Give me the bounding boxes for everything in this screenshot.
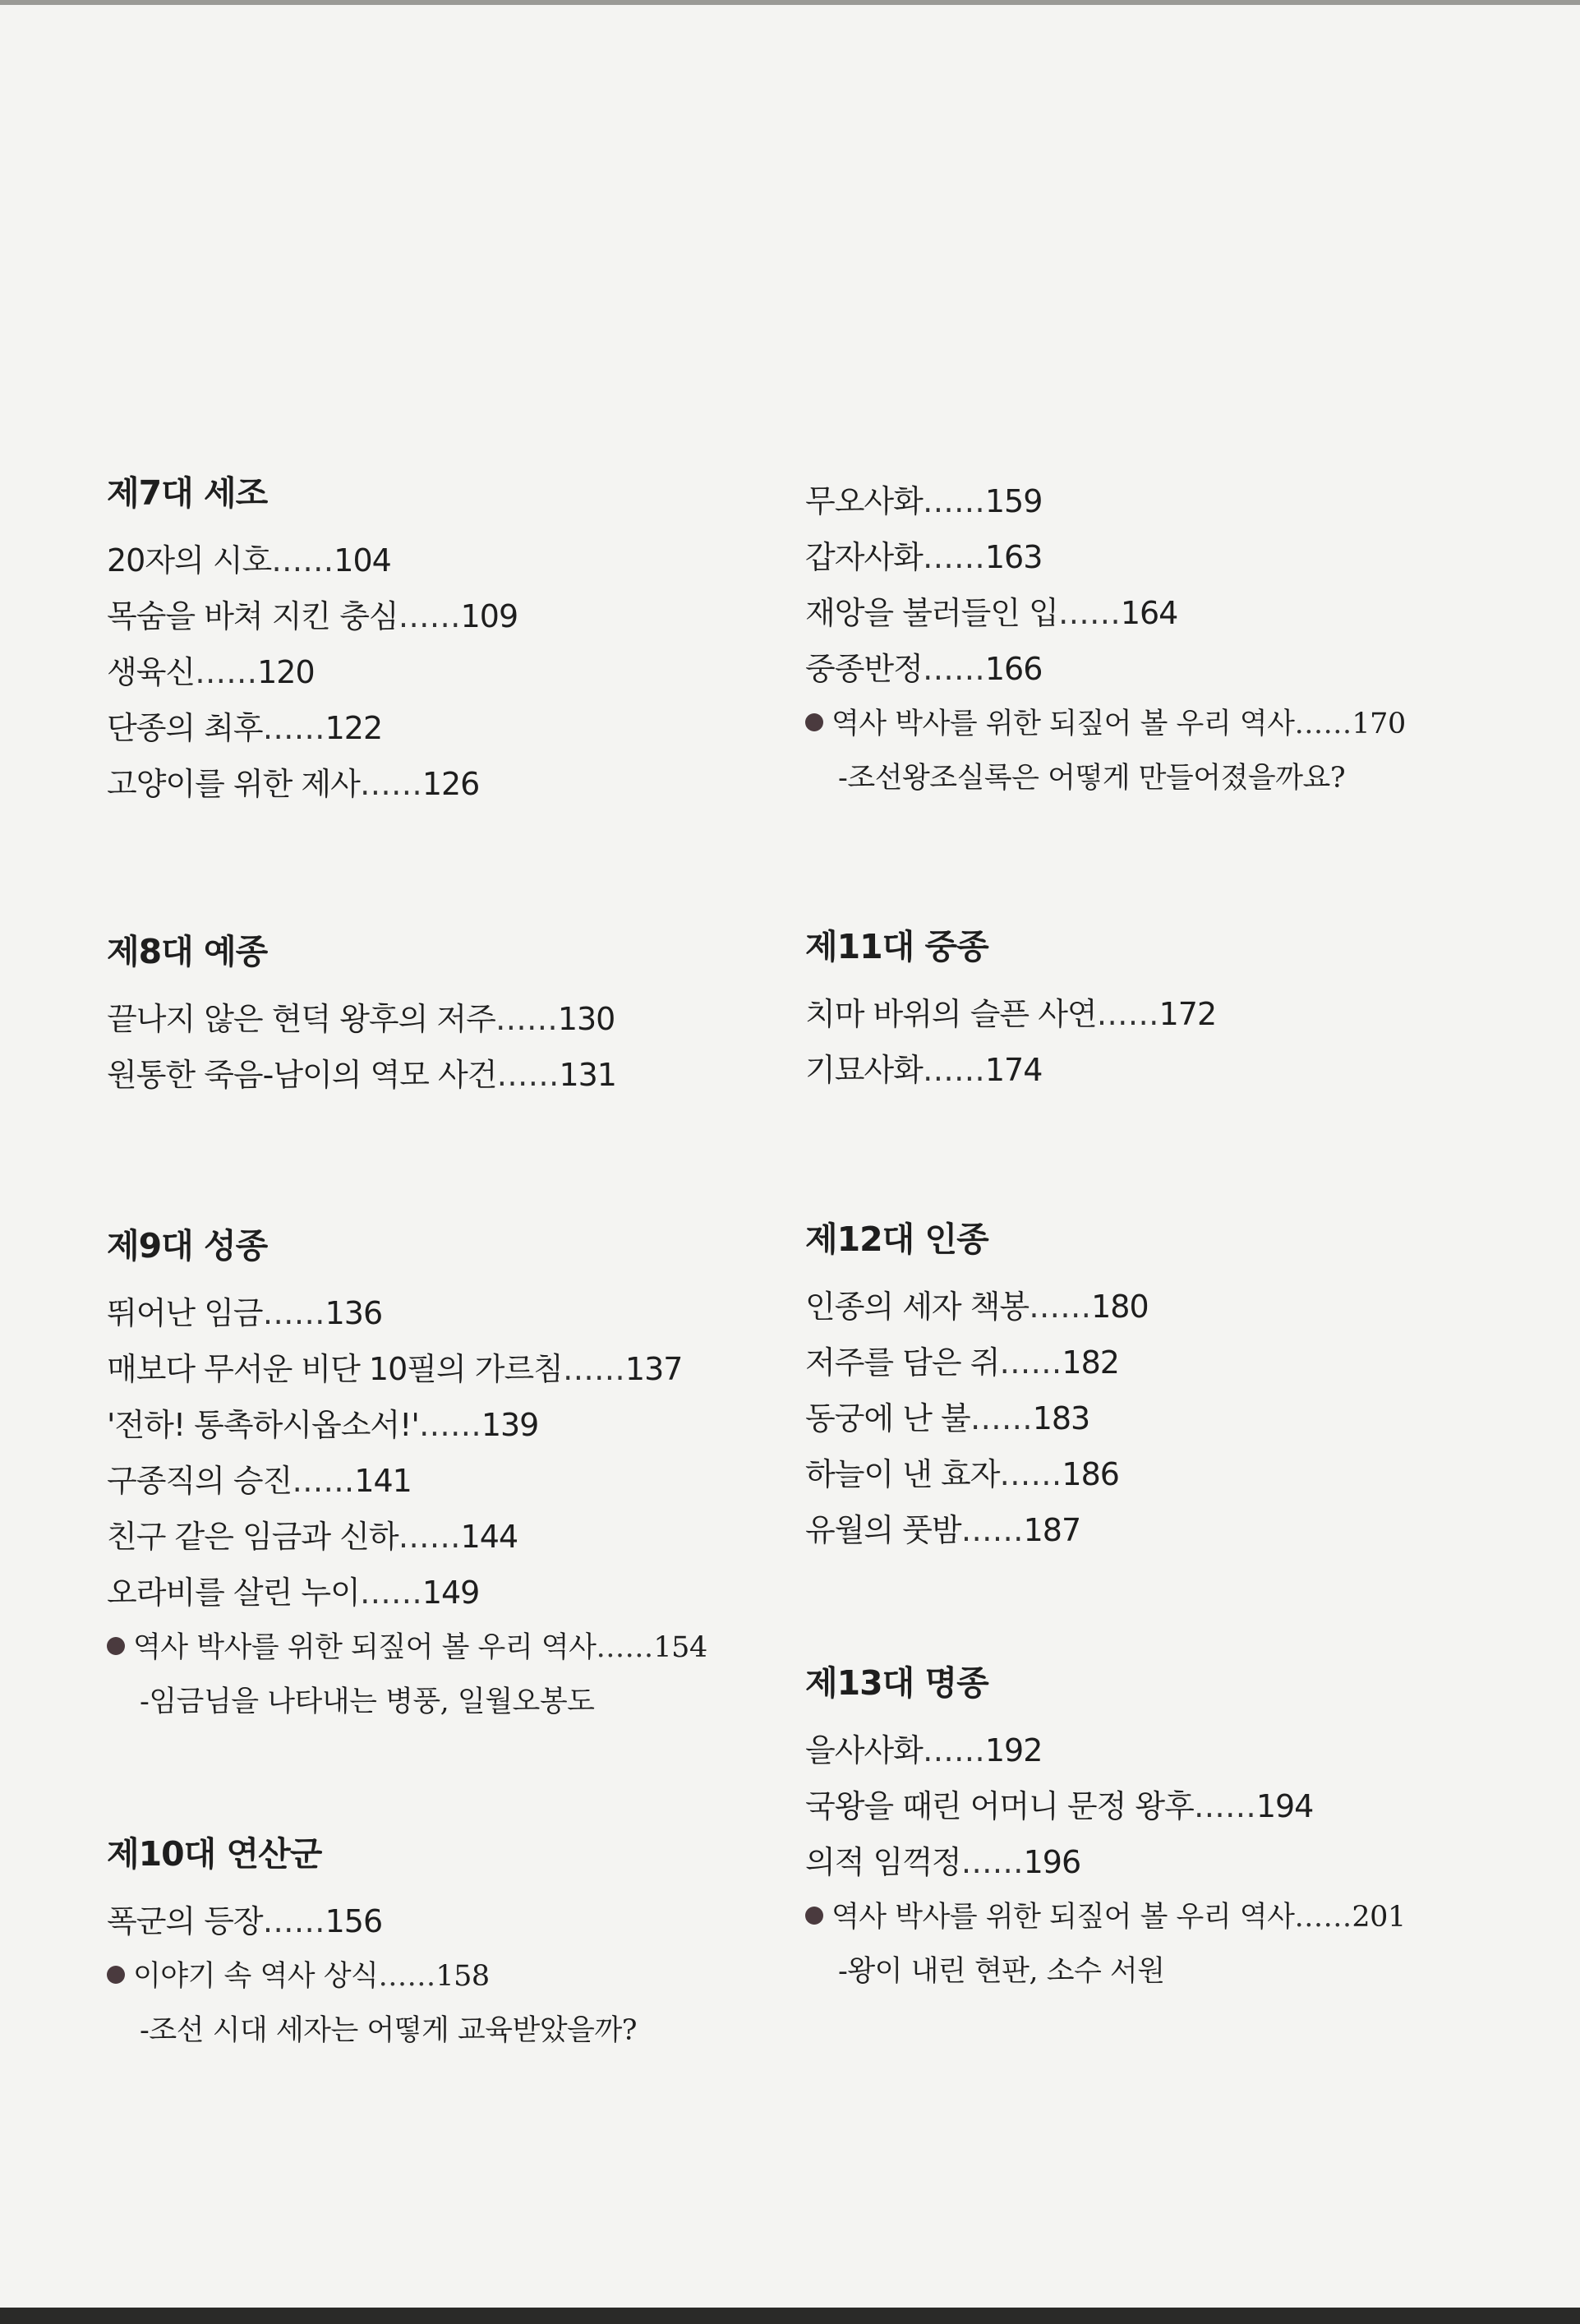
toc-section-injong (805, 1221, 1479, 1558)
section-title: 제11대 중종 (805, 927, 988, 966)
entry-page: 120 (257, 654, 315, 690)
bullet-dot-icon (805, 1907, 823, 1925)
toc-left-column (107, 475, 781, 2150)
dot-leader: …… (1294, 708, 1352, 740)
feature-title: 이야기 속 역사 상식 (133, 1960, 379, 1993)
entry-page: 183 (1032, 1400, 1090, 1436)
entry-title: 저주를 담은 쥐 (805, 1344, 1000, 1381)
entry-page: 136 (325, 1295, 383, 1331)
dot-leader: …… (960, 1512, 1024, 1548)
entry-page: 104 (334, 542, 391, 579)
toc-entry (805, 1279, 1479, 1335)
entry-page: 130 (557, 1001, 615, 1037)
toc-entry (107, 1047, 781, 1103)
entry-title: 기묘사화 (805, 1052, 923, 1088)
entry-page: 131 (559, 1057, 616, 1093)
toc-entry (805, 1834, 1479, 1890)
toc-entry (107, 533, 781, 588)
toc-entry (107, 588, 781, 644)
dot-leader: …… (262, 1903, 325, 1939)
toc-entry (805, 1446, 1479, 1502)
toc-entry (805, 1722, 1479, 1778)
entry-page: 137 (624, 1351, 683, 1387)
toc-entry (107, 756, 781, 812)
entry-page: 180 (1091, 1289, 1149, 1325)
dot-leader: …… (398, 1519, 461, 1555)
feature-subtitle: -왕이 내린 현판, 소수 서원 (838, 1955, 1165, 1988)
dot-leader: …… (292, 1463, 355, 1499)
dot-leader: …… (1057, 595, 1121, 631)
dot-leader: …… (378, 1960, 436, 1993)
entry-page: 149 (421, 1575, 480, 1611)
toc-entry (107, 1285, 781, 1341)
dot-leader: …… (1029, 1289, 1092, 1325)
entry-title: 매보다 무서운 비단 10필의 가르침 (107, 1351, 563, 1387)
entry-page: 164 (1120, 595, 1178, 631)
entry-title: 동궁에 난 불 (805, 1400, 970, 1436)
toc-entry (805, 1778, 1479, 1834)
entry-title: 국왕을 때린 어머니 문정 왕후 (805, 1788, 1194, 1824)
toc-entry (805, 1335, 1479, 1390)
toc-entry (107, 700, 781, 756)
toc-entry (107, 644, 781, 700)
dot-leader: …… (1294, 1901, 1352, 1934)
entry-title: 단종의 최후 (107, 710, 263, 746)
section-title: 제9대 성종 (107, 1226, 268, 1266)
toc-right-column (805, 475, 1479, 2091)
dot-leader: …… (922, 651, 985, 687)
feature-page: 158 (435, 1960, 490, 1993)
toc-section-yeonsangun (107, 1836, 781, 2058)
dot-leader: …… (999, 1344, 1062, 1381)
toc-entry (805, 1042, 1479, 1098)
dot-leader: …… (970, 1400, 1033, 1436)
entry-title: 인종의 세자 책봉 (805, 1289, 1030, 1325)
entry-page: 172 (1159, 996, 1217, 1032)
entry-page: 156 (325, 1903, 383, 1939)
entry-title: 뛰어난 임금 (107, 1295, 263, 1331)
dot-leader: …… (195, 654, 258, 690)
toc-entry (107, 1453, 781, 1509)
section-title: 제8대 예종 (107, 932, 268, 971)
toc-entry (805, 473, 1479, 529)
feature-entry (107, 1949, 781, 2004)
entry-page: 182 (1062, 1344, 1119, 1381)
toc-section-yeonsangun-cont (805, 473, 1479, 805)
bullet-dot-icon (107, 1966, 125, 1984)
dot-leader: …… (922, 1732, 985, 1768)
feature-title: 역사 박사를 위한 되짚어 볼 우리 역사 (831, 1901, 1295, 1934)
feature-title: 역사 박사를 위한 되짚어 볼 우리 역사 (831, 708, 1295, 740)
entry-page: 139 (481, 1407, 539, 1443)
entry-page: 144 (460, 1519, 518, 1555)
dot-leader: …… (960, 1844, 1024, 1880)
toc-entry (805, 585, 1479, 641)
entry-title: 을사사화 (805, 1732, 923, 1768)
dot-leader: …… (271, 542, 334, 579)
dot-leader: …… (596, 1631, 654, 1664)
dot-leader: …… (262, 710, 325, 746)
toc-entry (107, 1893, 781, 1949)
entry-title: 20자의 시호 (107, 542, 272, 579)
section-title: 제7대 세조 (107, 473, 268, 513)
dot-leader: …… (359, 766, 422, 802)
toc-section-jungjong (805, 929, 1479, 1098)
entry-title: '전하! 통촉하시옵소서!' (107, 1407, 419, 1443)
entry-title: 재앙을 불러들인 입 (805, 595, 1058, 631)
dot-leader: …… (922, 1052, 985, 1088)
bullet-dot-icon (805, 713, 823, 731)
entry-title: 친구 같은 임금과 신하 (107, 1519, 398, 1555)
entry-page: 166 (984, 651, 1043, 687)
toc-entry (107, 1509, 781, 1565)
dot-leader: …… (922, 539, 985, 575)
entry-title: 폭군의 등장 (107, 1903, 263, 1939)
entry-page: 163 (984, 539, 1043, 575)
dot-leader: …… (495, 1001, 558, 1037)
entry-page: 196 (1023, 1844, 1081, 1880)
dot-leader: …… (999, 1456, 1062, 1492)
entry-title: 유월의 풋밤 (805, 1512, 961, 1548)
entry-title: 치마 바위의 슬픈 사연 (805, 996, 1097, 1032)
toc-entry (107, 991, 781, 1047)
toc-entry (805, 986, 1479, 1042)
toc-entry (805, 1502, 1479, 1558)
toc-entry (107, 1341, 781, 1397)
entry-page: 194 (1255, 1788, 1314, 1824)
toc-entry (107, 1565, 781, 1621)
page-bottom-edge (0, 2308, 1580, 2324)
entry-title: 무오사화 (805, 483, 923, 519)
page-top-edge (0, 0, 1580, 5)
toc-section-seongjong (107, 1228, 781, 1729)
entry-title: 갑자사화 (805, 539, 923, 575)
toc-entry (805, 529, 1479, 585)
entry-title: 끝나지 않은 현덕 왕후의 저주 (107, 1001, 495, 1037)
dot-leader: …… (922, 483, 985, 519)
toc-entry (107, 1397, 781, 1453)
entry-page: 109 (460, 598, 518, 634)
entry-title: 고양이를 위한 제사 (107, 766, 360, 802)
feature-page: 154 (653, 1631, 707, 1664)
section-title: 제13대 명종 (805, 1663, 988, 1703)
entry-page: 192 (984, 1732, 1043, 1768)
dot-leader: …… (1193, 1788, 1256, 1824)
dot-leader: …… (262, 1295, 325, 1331)
dot-leader: …… (359, 1575, 422, 1611)
feature-subtitle: -조선왕조실록은 어떻게 만들어졌을까요? (838, 762, 1346, 795)
dot-leader: …… (418, 1407, 481, 1443)
feature-entry (805, 697, 1479, 751)
entry-page: 187 (1023, 1512, 1081, 1548)
entry-title: 하늘이 낸 효자 (805, 1456, 1000, 1492)
feature-title: 역사 박사를 위한 되짚어 볼 우리 역사 (133, 1631, 597, 1664)
feature-subtitle: -조선 시대 세자는 어떻게 교육받았을까? (140, 2014, 638, 2047)
feature-page: 170 (1352, 708, 1406, 740)
entry-title: 목숨을 바쳐 지킨 충심 (107, 598, 398, 634)
entry-page: 122 (325, 710, 383, 746)
feature-entry (107, 1621, 781, 1675)
entry-title: 중종반정 (805, 651, 923, 687)
dot-leader: …… (496, 1057, 560, 1093)
entry-page: 174 (984, 1052, 1043, 1088)
section-title: 제10대 연산군 (107, 1834, 322, 1874)
toc-section-sejo (107, 475, 781, 812)
entry-page: 141 (354, 1463, 412, 1499)
dot-leader: …… (1096, 996, 1159, 1032)
toc-entry (805, 1390, 1479, 1446)
section-title: 제12대 인종 (805, 1220, 988, 1259)
toc-entry (805, 641, 1479, 697)
dot-leader: …… (398, 598, 461, 634)
bullet-dot-icon (107, 1637, 125, 1655)
entry-page: 126 (421, 766, 480, 802)
dot-leader: …… (562, 1351, 625, 1387)
entry-page: 159 (984, 483, 1043, 519)
feature-entry (805, 1890, 1479, 1944)
entry-title: 의적 임꺽정 (805, 1844, 961, 1880)
entry-page: 186 (1062, 1456, 1119, 1492)
entry-title: 오라비를 살린 누이 (107, 1575, 360, 1611)
toc-section-yejong (107, 934, 781, 1103)
feature-subtitle: -임금님을 나타내는 병풍, 일월오봉도 (140, 1685, 595, 1718)
entry-title: 생육신 (107, 654, 196, 690)
entry-title: 원통한 죽음-남이의 역모 사건 (107, 1057, 497, 1093)
feature-page: 201 (1352, 1901, 1406, 1934)
entry-title: 구종직의 승진 (107, 1463, 293, 1499)
toc-section-myeongjong (805, 1665, 1479, 1999)
